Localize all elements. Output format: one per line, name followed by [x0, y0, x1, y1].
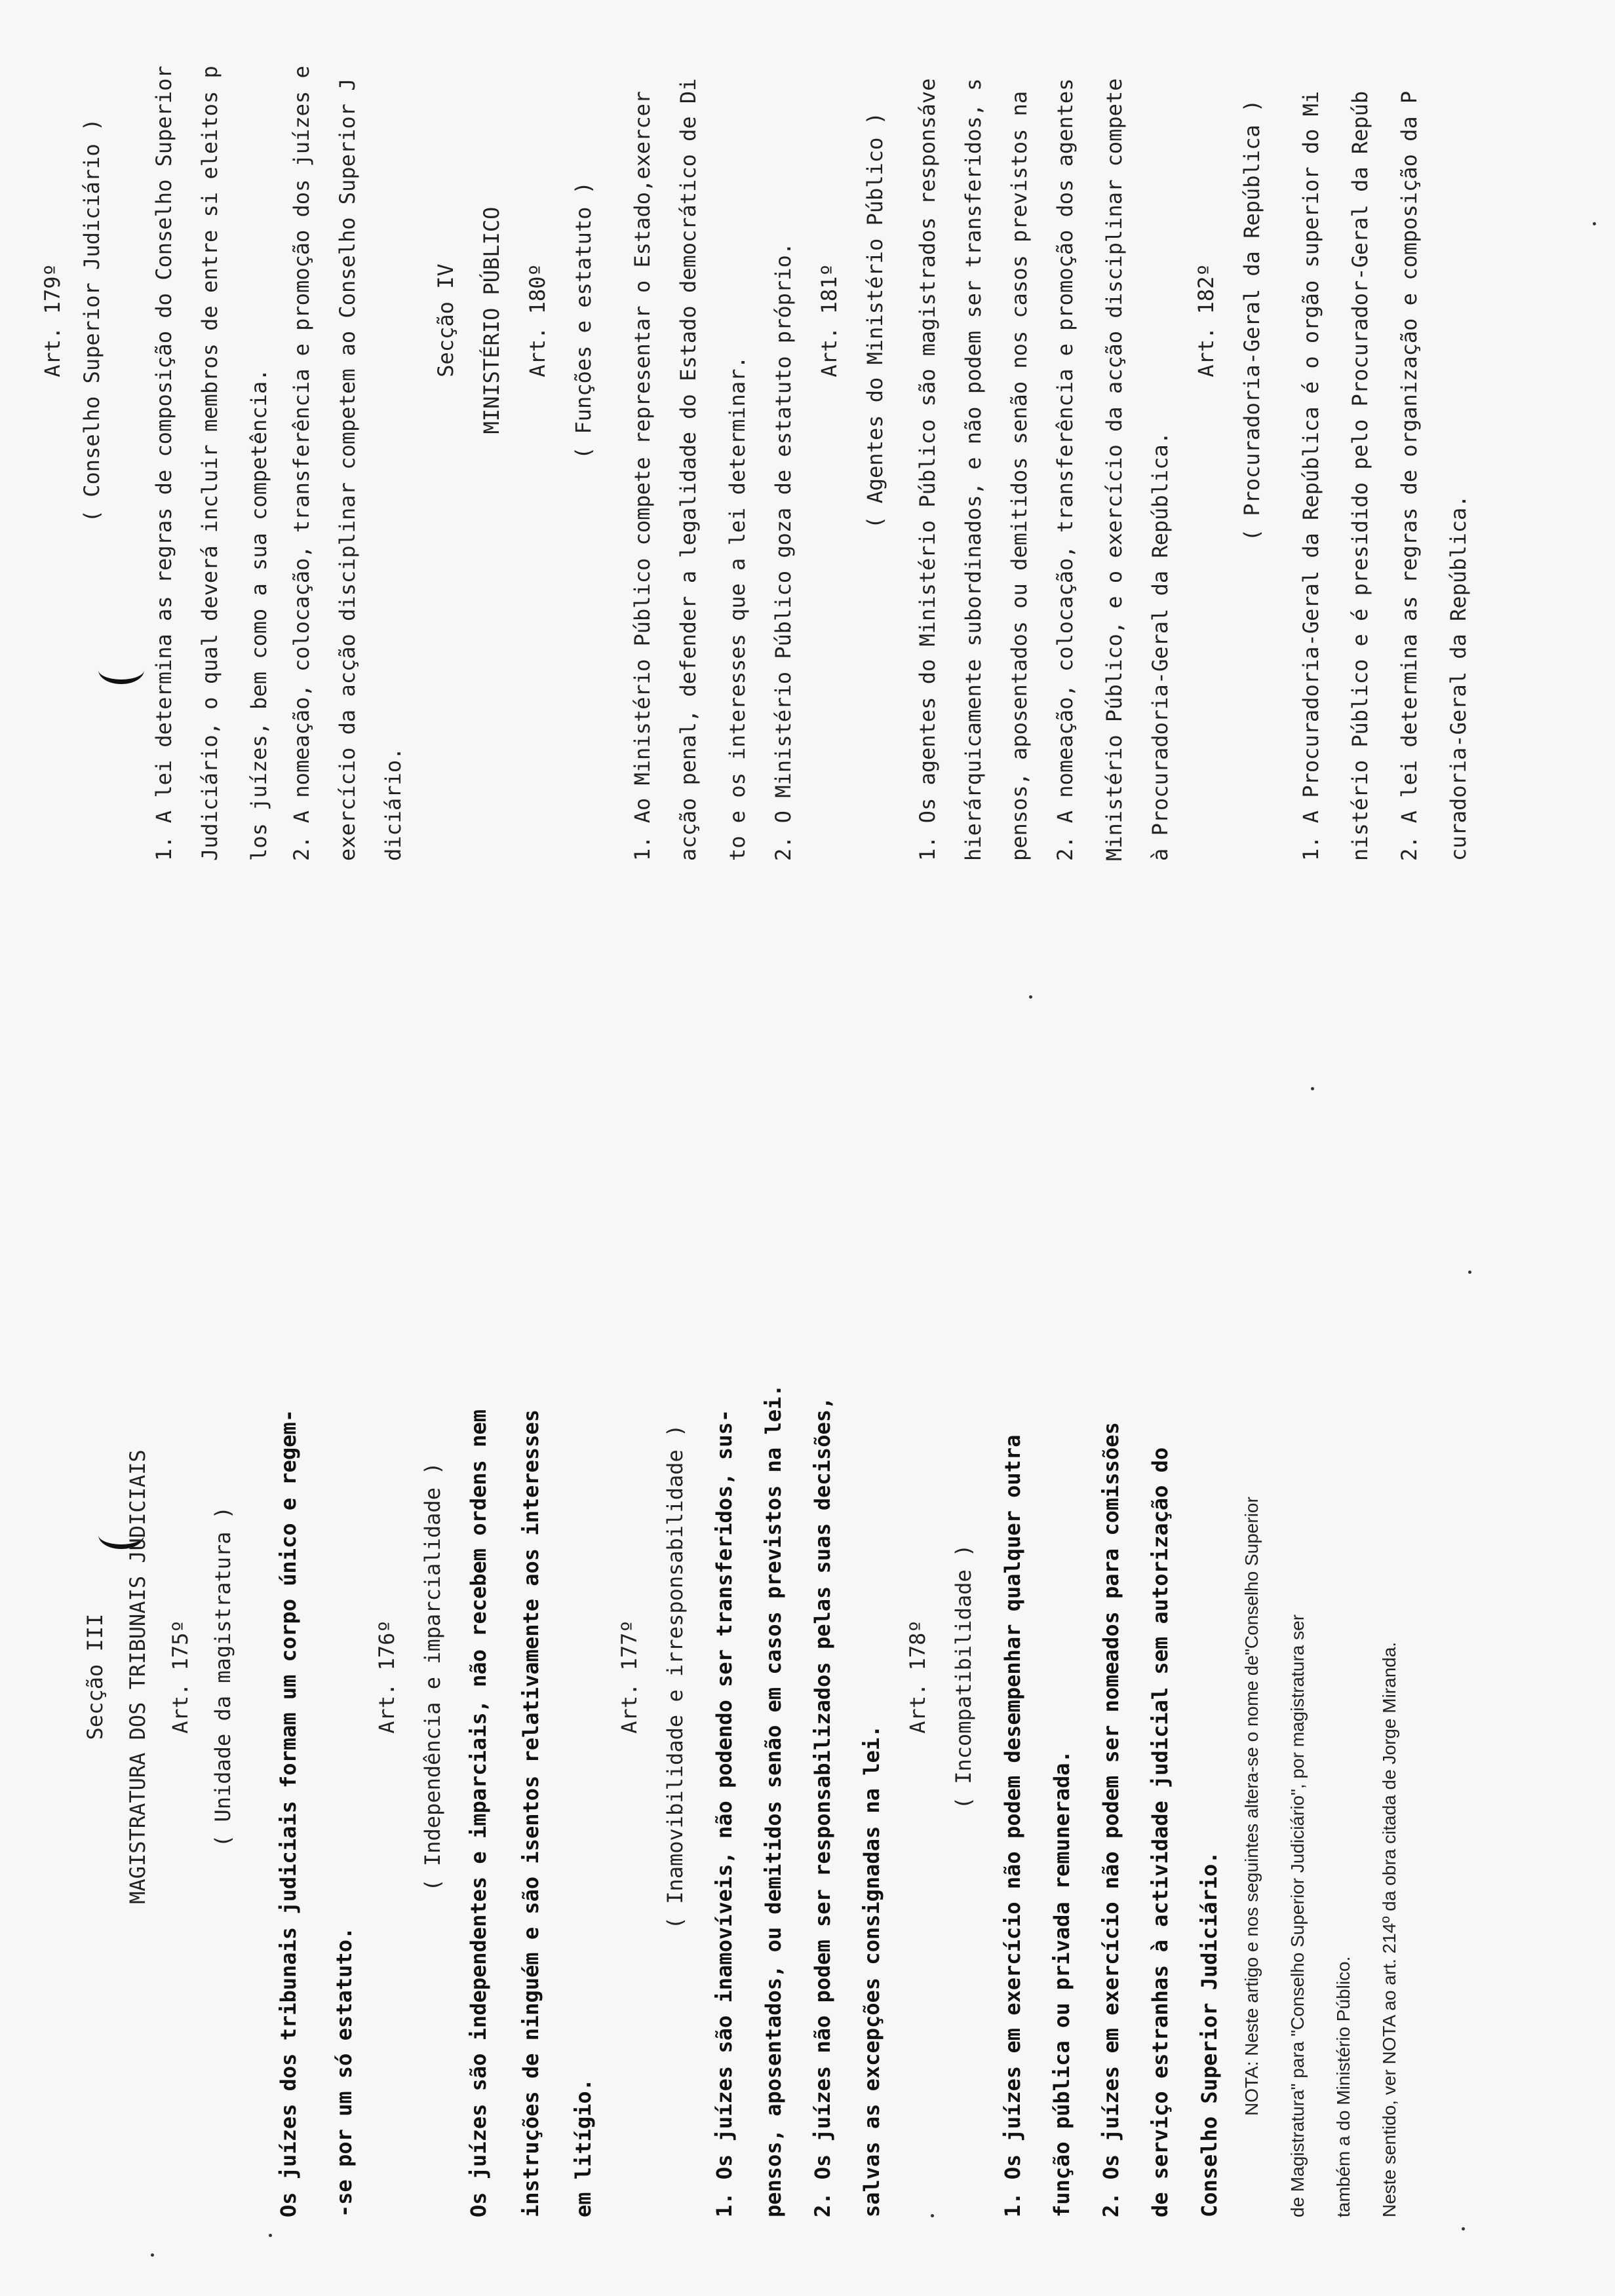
article-title: Art. 179º: [40, 263, 65, 377]
section-title: Secção III: [83, 1613, 107, 1740]
article-text-line: salvas as excepções consignadas na lei.: [859, 1725, 884, 2217]
note-line: Neste sentido, ver NOTA ao art. 214º da obra citada de Jorge Miranda.: [1379, 1641, 1399, 2217]
section-title: Secção IV: [433, 263, 458, 377]
article-title: Art. 178º: [905, 1620, 930, 1734]
article-text-line: acção penal, defender a legalidade do Estado democrático de Di: [676, 78, 701, 861]
article-subtitle: ( Independência e imparcialidade ): [420, 1462, 445, 1892]
article-text-line: 2. A lei determina as regras de organização e composição da P: [1397, 90, 1422, 861]
article-text-line: 2. Os juízes em exercício não podem ser nomeados para comissões: [1099, 1422, 1123, 2217]
article-subtitle: ( Funções e estatuto ): [571, 182, 596, 459]
article-text-line: 1. A Procuradoria-Geral da República é o orgão superior do Mi: [1298, 90, 1323, 861]
article-text-line: 2. O Ministério Público goza de estatuto próprio.: [771, 242, 796, 861]
scan-speck: [151, 2253, 154, 2257]
article-text-line: -se por um só estatuto.: [332, 1926, 357, 2217]
article-text-line: 2. A nomeação, colocação, transferência e promoção dos agentes: [1053, 78, 1078, 861]
scan-speck: [1029, 995, 1032, 999]
article-text-line: 2. Os juízes não podem ser responsabilizados pelas suas decisões,: [810, 1396, 835, 2217]
article-subtitle: ( Conselho Superior Judiciário ): [79, 118, 104, 523]
article-text-line: 1. Os agentes do Ministério Público são magistrados responsáve: [915, 78, 940, 861]
article-subtitle: ( Incompatibilidade ): [951, 1544, 976, 1810]
article-text-line: Os juízes são independentes e imparciais, não recebem ordens nem: [466, 1409, 491, 2217]
article-text-line: à Procuradoria-Geral da República.: [1148, 431, 1173, 861]
article-subtitle: ( Inamovibilidade e irresponsabilidade ): [663, 1424, 688, 1930]
article-text-line: 1. Ao Ministério Público compete representar o Estado,exercer: [630, 90, 655, 861]
article-text-line: 1. Os juízes em exercício não podem desempenhar qualquer outra: [1000, 1434, 1025, 2217]
note-line: também a do Ministério Público.: [1333, 1956, 1353, 2217]
article-subtitle: ( Procuradoria-Geral da República ): [1239, 99, 1264, 542]
article-text-line: to e os interesses que a lei determinar.: [725, 356, 750, 861]
article-text-line: curadoria-Geral da República.: [1446, 495, 1471, 861]
scan-speck: [1468, 1271, 1471, 1274]
scan-speck: [1311, 1087, 1314, 1090]
article-title: Art. 175º: [168, 1620, 193, 1734]
article-title: Art. 177º: [617, 1620, 642, 1734]
article-title: Art. 176º: [374, 1620, 399, 1734]
article-text-line: 1. Os juízes são inamovíveis, não podendo ser transferidos, sus-: [712, 1409, 737, 2217]
article-subtitle: ( Unidade da magistratura ): [210, 1506, 235, 1848]
article-text-line: Conselho Superior Judiciário.: [1197, 1851, 1222, 2217]
article-text-line: função pública ou privada remunerada.: [1049, 1750, 1074, 2217]
section-heading: MINISTÉRIO PÚBLICO: [479, 206, 504, 434]
bracket-mark: [98, 656, 144, 684]
note-line: NOTA: Neste artigo e nos seguintes altera-se o nome de"Conselho Superior: [1241, 1497, 1262, 2116]
article-text-line: em litígio.: [571, 2078, 596, 2217]
article-subtitle: ( Agentes do Ministério Público ): [863, 112, 887, 529]
article-text-line: 1. A lei determina as regras de composição do Conselho Superior: [151, 66, 176, 861]
article-text-line: 2. A nomeação, colocação, transferência e promoção dos juízes e: [289, 66, 314, 861]
article-text-line: pensos, aposentados ou demitidos senão nos casos previstos na: [1007, 90, 1032, 861]
scan-speck: [1593, 222, 1596, 225]
article-text-line: Judiciário, o qual deverá incluir membros de entre si eleitos p: [197, 66, 222, 861]
article-text-line: hierárquicamente subordinados, e não podem ser transferidos, s: [961, 78, 986, 861]
article-text-line: de serviço estranhas à actividade judicial sem autorização do: [1148, 1447, 1173, 2217]
section-heading: MAGISTRATURA DOS TRIBUNAIS JUDICIAIS: [125, 1449, 150, 1904]
scan-speck: [1462, 2227, 1465, 2230]
article-text-line: diciário.: [381, 747, 406, 861]
article-text-line: exercício da acção disciplinar competem ao Conselho Superior J: [335, 78, 360, 861]
scan-speck: [931, 2214, 934, 2217]
article-title: Art. 181º: [817, 263, 842, 377]
article-title: Art. 182º: [1194, 263, 1218, 377]
article-text-line: nistério Público e é presidido pelo Procurador-Geral da Repúb: [1348, 90, 1372, 861]
article-text-line: los juízes, bem como a sua competência.: [246, 368, 271, 861]
article-text-line: pensos, aposentados, ou demitidos senão em casos previstos na lei.: [761, 1384, 786, 2217]
scan-speck: [269, 2234, 272, 2237]
article-text-line: Ministério Público, e o exercício da acção disciplinar compete: [1102, 78, 1127, 861]
article-text-line: Os juízes dos tribunais judiciais formam um corpo único e regem-: [276, 1409, 301, 2217]
article-text-line: instruções de ninguém e são isentos relativamente aos interesses: [518, 1409, 543, 2217]
article-title: Art. 180º: [525, 263, 550, 377]
note-line: de Magistratura" para "Conselho Superior Judiciário", por magistratura ser: [1287, 1614, 1308, 2217]
